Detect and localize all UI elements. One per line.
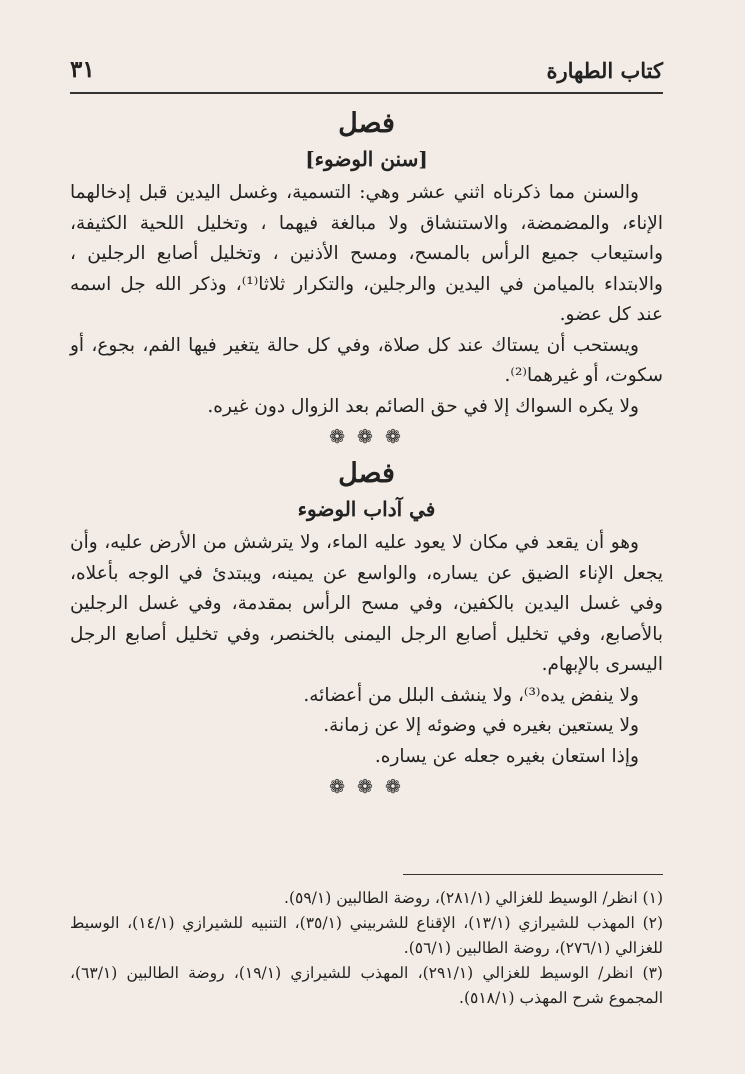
section-separator: ❁ ❁ ❁: [329, 426, 404, 448]
footnote: (٢) المهذب للشيرازي (١٣/١)، الإقناع للشربيني (٣٥/١)، التنبيه للشيرازي (١٤/١)، الوسيط للغزالي (٢٧٦/١)، روضة الطالبين (٥٦/١).: [70, 914, 664, 957]
paragraph: ولا يستعين بغيره في وضوئه إلا عن زمانة.: [323, 715, 639, 736]
footnote: (٣) انظر/ الوسيط للغزالي (٢٩١/١)، المهذب للشيرازي (١٩/١)، روضة الطالبين (٦٣/١)، المجموع شرح المهذب (٥١٨/١).: [70, 964, 663, 1007]
paragraph: وإذا استعان بغيره جعله عن يساره.: [374, 745, 639, 767]
section-separator: ❁ ❁ ❁: [329, 776, 404, 798]
page-body: [70, 102, 663, 802]
section-subheading: في آداب الوضوء: [297, 497, 436, 521]
paragraph: ولا ينفض يده⁽³⁾، ولا ينشف البلل من أعضائه.: [303, 684, 639, 706]
page-header: [70, 52, 663, 94]
chapter-title: كتاب الطهارة: [546, 58, 663, 83]
paragraph: وهو أن يقعد في مكان لا يعود عليه الماء، ولا يترشش من الأرض عليه، وأن يجعل الإناء الضيق عن يساره، والواسع عن يمينه، ويبتدئ في الوجه بأعلاه، وفي غسل اليدين بالكفين، وفي مسح الرأس بمقدمة، وفي غسل الرجلين بالأصابع، وفي تخليل أصابع الرجل اليمنى بالخنصر، وفي تخليل أصابع الرجل اليسرى بالإبهام.: [70, 532, 663, 675]
paragraph: ويستحب أن يستاك عند كل صلاة، وفي كل حالة يتغير فيها الفم، بجوع، أو سكوت، أو غيرهما⁽²⁾.: [70, 334, 663, 386]
footnote: (١) انظر/ الوسيط للغزالي (٢٨١/١)، روضة الطالبين (٥٩/١).: [284, 889, 663, 907]
footnotes: [70, 886, 663, 1011]
paragraph: ولا يكره السواك إلا في حق الصائم بعد الزوال دون غيره.: [207, 395, 639, 417]
section-heading: فصل: [338, 458, 395, 489]
page-number: ٣١: [70, 56, 95, 83]
footnote-divider: [403, 874, 663, 875]
paragraph: والسنن مما ذكرناه اثني عشر وهي: التسمية، وغسل اليدين قبل إدخالهما الإناء، والمضمضة، والاستنشاق ولا مبالغة فيهما ، وتخليل اللحية الكثيفة، واستيعاب جميع الرأس بالمسح، ومسح الأذنين ، وتخليل أصابع الرجلين ، والابتداء بالميامن في اليدين والرجلين، والتكرار ثلاثا⁽¹⁾، وذكر الله جل اسمه عند كل عضو.: [70, 182, 663, 325]
section-heading: فصل: [338, 108, 395, 139]
section-subheading: [سنن الوضوء]: [305, 147, 428, 171]
